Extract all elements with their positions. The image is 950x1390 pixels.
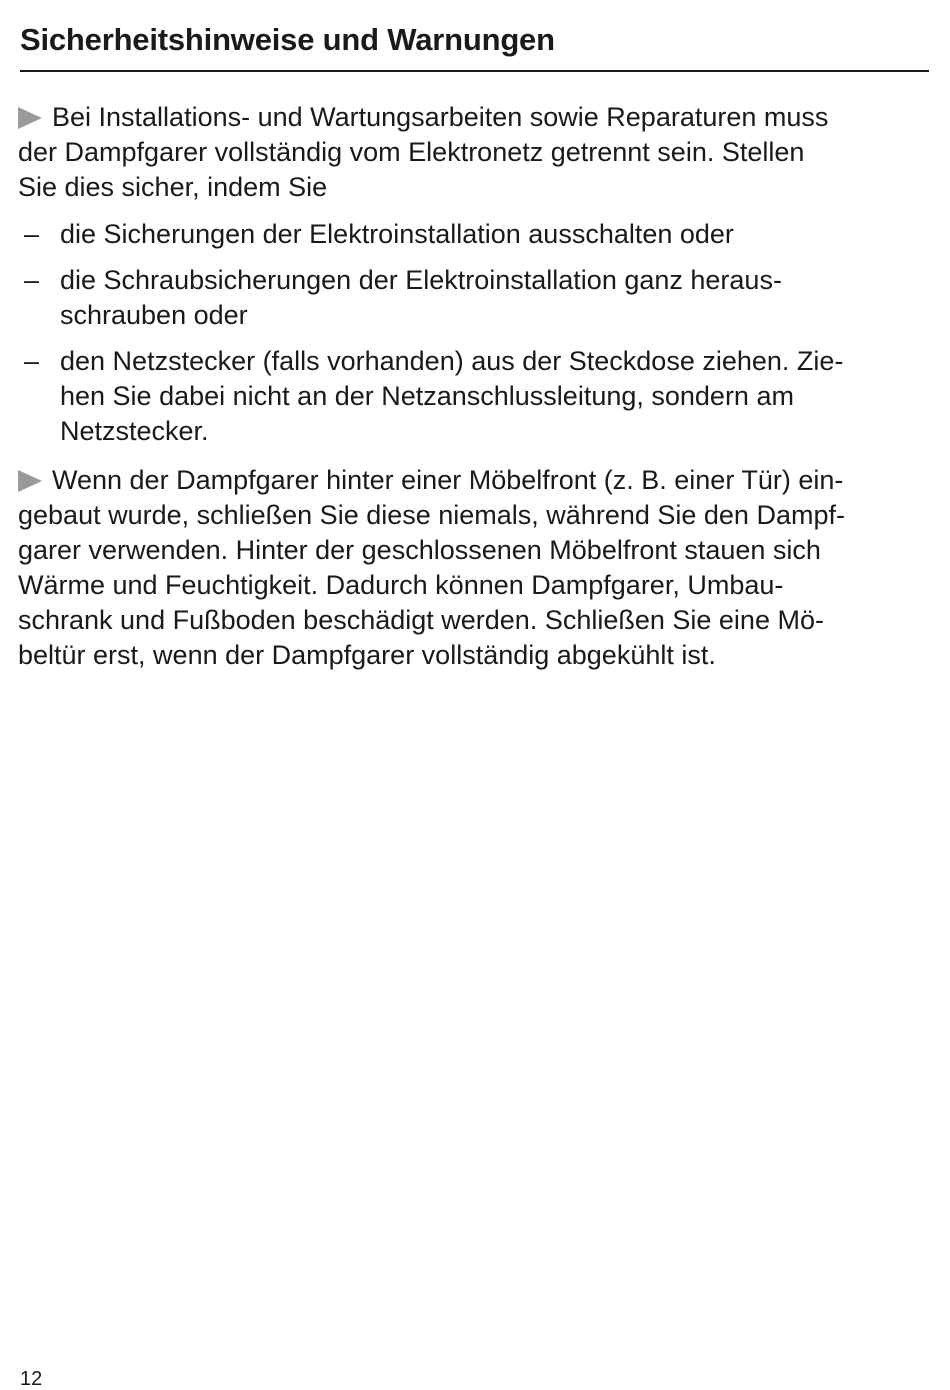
page-number: 12 <box>20 1368 43 1390</box>
paragraph-line: schrank und Fußboden beschädigt werden. Schließen Sie eine Mö- <box>18 605 824 635</box>
warning-paragraph-installation <box>18 100 930 205</box>
paragraph-line: garer verwenden. Hinter der geschlossenen Möbelfront stauen sich <box>18 535 821 565</box>
paragraph-line: gebaut wurde, schließen Sie diese niemals, während Sie den Dampf- <box>18 500 845 530</box>
dash-marker: – <box>24 346 40 376</box>
paragraph-line-text: Wenn der Dampfgarer hinter einer Möbelfront (z. B. einer Tür) ein- <box>52 465 844 495</box>
disconnect-options-list <box>18 217 930 460</box>
paragraph-line: beltür erst, wenn der Dampfgarer vollständig abgekühlt ist. <box>18 640 716 670</box>
paragraph-line: der Dampfgarer vollständig vom Elektronetz getrennt sein. Stellen <box>18 137 805 167</box>
list-item-line: den Netzstecker (falls vorhanden) aus der Steckdose ziehen. Zie- <box>60 346 844 376</box>
list-item-line: Netzstecker. <box>60 416 209 446</box>
paragraph-line <box>18 100 930 135</box>
paragraph-line-text: Bei Installations- und Wartungsarbeiten sowie Reparaturen muss <box>52 102 829 132</box>
list-item <box>18 217 930 252</box>
triangle-right-icon <box>18 107 42 129</box>
paragraph-line <box>18 463 930 498</box>
paragraph-line: Sie dies sicher, indem Sie <box>18 172 328 202</box>
list-item-line: hen Sie dabei nicht an der Netzanschlussleitung, sondern am <box>60 381 794 411</box>
list-item-line: die Sicherungen der Elektroinstallation ausschalten oder <box>60 219 734 249</box>
page-title: Sicherheitshinweise und Warnungen <box>20 22 555 57</box>
list-item-line: die Schraubsicherungen der Elektroinstallation ganz heraus- <box>60 265 782 295</box>
page-header <box>20 18 929 72</box>
list-item <box>18 263 930 333</box>
dash-marker: – <box>24 219 40 249</box>
triangle-right-icon <box>18 470 42 492</box>
list-item <box>18 344 930 449</box>
dash-marker: – <box>24 265 40 295</box>
warning-paragraph-furniture-front <box>18 463 930 673</box>
list-item-line: schrauben oder <box>60 300 248 330</box>
paragraph-line: Wärme und Feuchtigkeit. Dadurch können Dampfgarer, Umbau- <box>18 570 784 600</box>
